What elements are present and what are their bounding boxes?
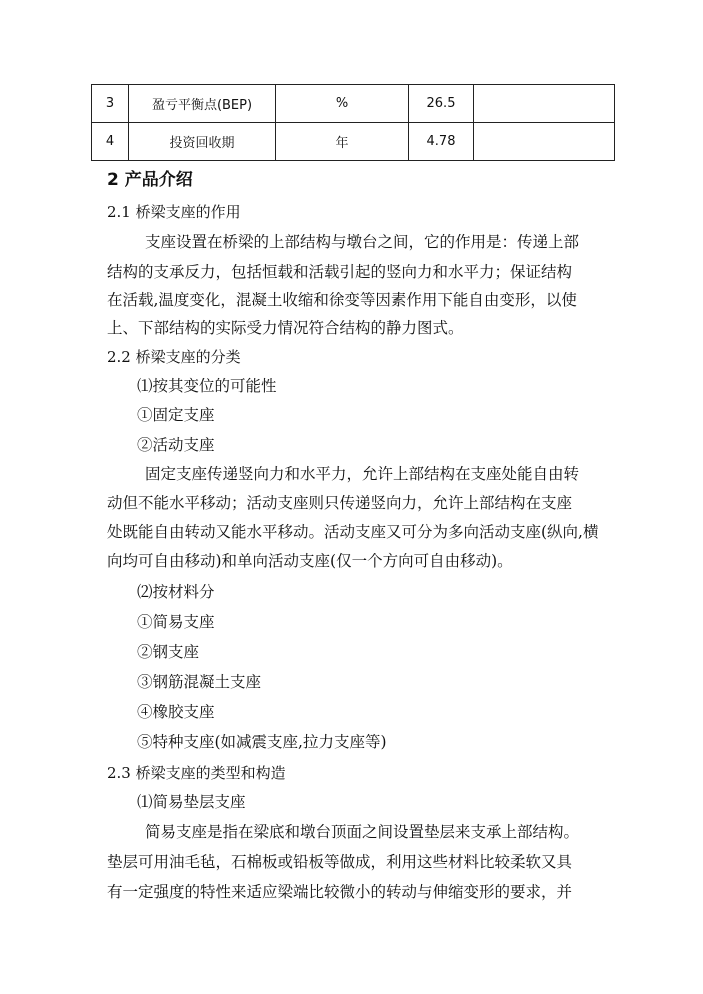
table-row — [92, 85, 615, 123]
row-number: 4 — [92, 123, 129, 161]
list-item: ①固定支座 — [137, 406, 215, 424]
paragraph-line: 简易支座是指在梁底和墩台顶面之间设置垫层来支承上部结构。 — [145, 823, 580, 841]
paragraph-line: 支座设置在桥梁的上部结构与墩台之间，它的作用是：传递上部 — [145, 233, 580, 251]
indicator-table — [91, 84, 615, 161]
row-note — [474, 123, 615, 161]
paragraph-line: 在活载,温度变化，混凝土收缩和徐变等因素作用下能自由变形，以使 — [107, 291, 577, 309]
paragraph-line: 上、下部结构的实际受力情况符合结构的静力图式。 — [107, 319, 464, 337]
row-item: 盈亏平衡点(BEP) — [129, 85, 276, 123]
row-item: 投资回收期 — [129, 123, 276, 161]
list-item: ②钢支座 — [137, 643, 200, 661]
row-number: 3 — [92, 85, 129, 123]
paragraph-line: 处既能自由转动又能水平移动。活动支座又可分为多向活动支座(纵向,横 — [107, 523, 599, 541]
list-item: ②活动支座 — [137, 436, 215, 454]
row-value: 4.78 — [409, 123, 474, 161]
list-heading: ⑵按材料分 — [137, 583, 215, 601]
paragraph-line: 有一定强度的特性来适应梁端比较微小的转动与伸缩变形的要求，并 — [107, 883, 573, 901]
list-heading: ⑴按其变位的可能性 — [137, 377, 277, 395]
subsection-heading: 2.2 桥梁支座的分类 — [107, 348, 241, 366]
list-item: ③钢筋混凝土支座 — [137, 673, 262, 691]
paragraph-line: 固定支座传递竖向力和水平力，允许上部结构在支座处能自由转 — [145, 465, 580, 483]
row-value: 26.5 — [409, 85, 474, 123]
row-note — [474, 85, 615, 123]
subsection-heading: 2.1 桥梁支座的作用 — [107, 203, 241, 221]
paragraph-line: 动但不能水平移动；活动支座则只传递竖向力，允许上部结构在支座 — [107, 494, 573, 512]
list-item: ⑤特种支座(如减震支座,拉力支座等) — [137, 733, 387, 751]
table-row — [92, 123, 615, 161]
row-unit: % — [276, 85, 409, 123]
list-heading: ⑴简易垫层支座 — [137, 793, 246, 811]
paragraph-line: 向均可自由移动)和单向活动支座(仅一个方向可自由移动)。 — [107, 552, 513, 570]
section-heading: 2 产品介绍 — [107, 170, 193, 190]
row-unit: 年 — [276, 123, 409, 161]
subsection-heading: 2.3 桥梁支座的类型和构造 — [107, 764, 286, 782]
paragraph-line: 结构的支承反力，包括恒载和活载引起的竖向力和水平力；保证结构 — [107, 263, 573, 281]
list-item: ④橡胶支座 — [137, 703, 215, 721]
list-item: ①简易支座 — [137, 613, 215, 631]
paragraph-line: 垫层可用油毛毡，石棉板或铅板等做成，利用这些材料比较柔软又具 — [107, 853, 573, 871]
